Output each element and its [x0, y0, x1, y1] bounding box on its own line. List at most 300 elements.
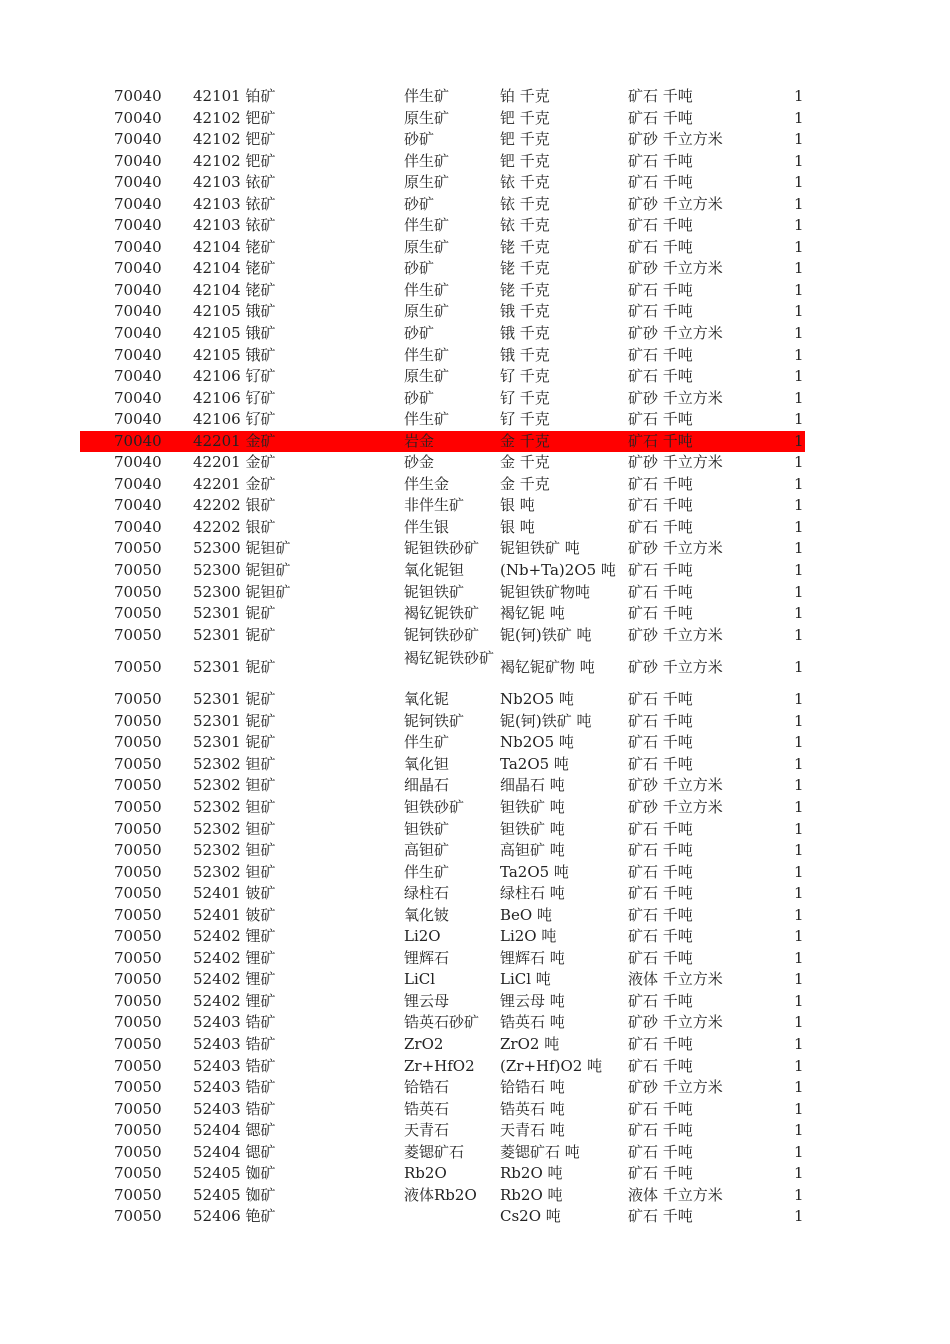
col-flag: 1	[794, 754, 804, 773]
col-flag: 1	[794, 496, 804, 515]
col-mineral: 42102 钯矿	[193, 130, 276, 149]
col-flag: 1	[794, 1078, 804, 1097]
col-flag: 1	[794, 108, 804, 127]
col-ore-type: 氧化铌钽	[404, 561, 465, 580]
col-unit-metal: 锂云母 吨	[500, 991, 565, 1010]
col-unit-metal: 铌钽铁矿物吨	[500, 582, 591, 601]
table-row[interactable]	[0, 1012, 950, 1034]
table-row[interactable]	[0, 689, 950, 711]
table-row[interactable]	[0, 129, 950, 151]
table-row[interactable]	[0, 1077, 950, 1099]
col-mineral: 52402 锂矿	[193, 927, 276, 946]
col-mineral: 42201 金矿	[193, 431, 276, 450]
col-category-code: 70050	[114, 604, 162, 623]
col-flag: 1	[794, 388, 804, 407]
col-category-code: 70050	[114, 561, 162, 580]
col-unit-metal: BeO 吨	[500, 905, 552, 924]
table-row[interactable]	[0, 301, 950, 323]
col-category-code: 70050	[114, 776, 162, 795]
col-ore-type: 伴生矿	[404, 280, 450, 299]
col-category-code: 70040	[114, 302, 162, 321]
col-unit-metal: 铱 千克	[500, 194, 550, 213]
col-category-code: 70050	[114, 1099, 162, 1118]
col-unit-metal: 锆英石 吨	[500, 1099, 565, 1118]
col-unit-metal: 铑 千克	[500, 259, 550, 278]
col-ore-type: 砂矿	[404, 130, 435, 149]
col-unit-metal: 铱 千克	[500, 173, 550, 192]
col-mineral: 52402 锂矿	[193, 991, 276, 1010]
col-ore-type: 绿柱石	[404, 884, 450, 903]
col-mineral: 42106 钌矿	[193, 388, 276, 407]
col-flag: 1	[794, 1121, 804, 1140]
col-ore-type: 原生矿	[404, 173, 450, 192]
table-row[interactable]	[0, 388, 950, 410]
col-ore-type: 砂金	[404, 453, 435, 472]
table-row[interactable]	[0, 108, 950, 130]
col-ore-type: 氧化铌	[404, 690, 450, 709]
col-flag: 1	[794, 410, 804, 429]
col-flag: 1	[794, 1056, 804, 1075]
col-unit-ore: 矿砂 千立方米	[628, 453, 723, 472]
table-row[interactable]	[0, 280, 950, 302]
col-unit-ore: 矿石 千吨	[628, 87, 693, 105]
table-row[interactable]	[0, 194, 950, 216]
col-unit-metal: 铑 千克	[500, 237, 550, 256]
col-mineral: 42105 锇矿	[193, 302, 276, 321]
col-ore-type: 氧化钽	[404, 754, 450, 773]
col-ore-type: 氧化铍	[404, 905, 450, 924]
col-unit-ore: 矿石 千吨	[628, 948, 693, 967]
col-unit-ore: 矿砂 千立方米	[628, 625, 723, 644]
col-unit-ore: 矿石 千吨	[628, 1142, 693, 1161]
col-flag: 1	[794, 1207, 804, 1226]
col-unit-ore: 矿砂 千立方米	[628, 194, 723, 213]
col-unit-ore: 矿石 千吨	[628, 173, 693, 192]
col-category-code: 70040	[114, 151, 162, 170]
col-ore-type: 伴生矿	[404, 87, 450, 105]
col-ore-type: 砂矿	[404, 259, 435, 278]
col-ore-type: 伴生矿	[404, 862, 450, 881]
col-category-code: 70040	[114, 87, 162, 105]
col-unit-ore: 矿砂 千立方米	[628, 324, 723, 343]
col-unit-metal: Rb2O 吨	[500, 1164, 563, 1183]
col-unit-metal: Nb2O5 吨	[500, 733, 574, 752]
col-category-code: 70040	[114, 517, 162, 536]
col-unit-ore: 矿石 千吨	[628, 884, 693, 903]
col-ore-type: 锂辉石	[404, 948, 450, 967]
col-unit-metal: (Nb+Ta)2O5 吨	[500, 561, 616, 580]
col-ore-type: 伴生银	[404, 517, 450, 536]
col-ore-type: 伴生矿	[404, 216, 450, 235]
col-flag: 1	[794, 517, 804, 536]
table-row[interactable]	[0, 172, 950, 194]
col-category-code: 70050	[114, 690, 162, 709]
col-unit-metal: 银 吨	[500, 517, 535, 536]
col-unit-metal: 金 千克	[500, 474, 550, 493]
col-flag: 1	[794, 970, 804, 989]
col-ore-type: 褐钇铌铁矿	[404, 604, 480, 623]
col-category-code: 70050	[114, 1142, 162, 1161]
col-unit-metal: 钌 千克	[500, 367, 550, 386]
col-unit-metal: 钯 千克	[500, 151, 550, 170]
table-row[interactable]	[0, 495, 950, 517]
col-ore-type: 锆英石	[404, 1099, 450, 1118]
col-mineral: 52302 钽矿	[193, 776, 276, 795]
col-category-code: 70050	[114, 819, 162, 838]
col-category-code: 70050	[114, 1207, 162, 1226]
col-mineral: 52406 铯矿	[193, 1207, 276, 1226]
table-row[interactable]	[0, 538, 950, 560]
col-flag: 1	[794, 905, 804, 924]
col-mineral: 42202 银矿	[193, 496, 276, 515]
col-unit-metal: 锇 千克	[500, 302, 550, 321]
col-category-code: 70040	[114, 173, 162, 192]
table-row[interactable]	[0, 775, 950, 797]
col-flag: 1	[794, 841, 804, 860]
col-flag: 1	[794, 1099, 804, 1118]
col-unit-metal: 天青石 吨	[500, 1121, 565, 1140]
col-mineral: 52401 铍矿	[193, 884, 276, 903]
col-ore-type: 原生矿	[404, 367, 450, 386]
col-unit-ore: 液体 千立方米	[628, 1185, 723, 1204]
col-ore-type: 原生矿	[404, 302, 450, 321]
col-unit-ore: 矿砂 千立方米	[628, 1013, 723, 1032]
col-category-code: 70050	[114, 991, 162, 1010]
table-row[interactable]	[0, 560, 950, 582]
col-unit-ore: 矿石 千吨	[628, 1121, 693, 1140]
table-row[interactable]	[0, 237, 950, 259]
col-unit-ore: 矿石 千吨	[628, 108, 693, 127]
col-unit-metal: 钽铁矿 吨	[500, 797, 565, 816]
col-unit-metal: 钯 千克	[500, 130, 550, 149]
col-mineral: 42202 银矿	[193, 517, 276, 536]
table-row[interactable]	[0, 1056, 950, 1078]
col-flag: 1	[794, 539, 804, 558]
col-ore-type: 钽铁矿	[404, 819, 450, 838]
col-unit-ore: 矿石 千吨	[628, 410, 693, 429]
col-unit-metal: 铌(钶)铁矿 吨	[500, 711, 592, 730]
col-flag: 1	[794, 259, 804, 278]
table-row[interactable]	[0, 862, 950, 884]
col-ore-type: 原生矿	[404, 237, 450, 256]
col-ore-type: 伴生金	[404, 474, 450, 493]
col-category-code: 70040	[114, 237, 162, 256]
spreadsheet-table	[0, 86, 950, 1228]
col-flag: 1	[794, 561, 804, 580]
col-flag: 1	[794, 927, 804, 946]
col-unit-ore: 矿石 千吨	[628, 474, 693, 493]
col-unit-metal: (Zr+Hf)O2 吨	[500, 1056, 603, 1075]
col-ore-type: 铌钽铁砂矿	[404, 539, 480, 558]
col-unit-metal: 金 千克	[500, 453, 550, 472]
col-ore-type: 褐钇铌铁砂矿	[404, 649, 495, 668]
col-unit-ore: 矿砂 千立方米	[628, 388, 723, 407]
col-ore-type: 锂云母	[404, 991, 450, 1010]
col-ore-type: LiCl	[404, 970, 436, 989]
table-row[interactable]	[0, 1206, 950, 1228]
col-category-code: 70050	[114, 884, 162, 903]
table-row[interactable]	[0, 1099, 950, 1121]
table-row[interactable]	[0, 711, 950, 733]
col-unit-ore: 矿石 千吨	[628, 754, 693, 773]
table-row[interactable]	[0, 883, 950, 905]
col-flag: 1	[794, 280, 804, 299]
col-unit-ore: 矿砂 千立方米	[628, 130, 723, 149]
col-unit-metal: Rb2O 吨	[500, 1185, 563, 1204]
table-row[interactable]	[0, 603, 950, 625]
col-mineral: 52300 铌钽矿	[193, 539, 291, 558]
col-unit-ore: 矿石 千吨	[628, 345, 693, 364]
col-category-code: 70050	[114, 970, 162, 989]
col-flag: 1	[794, 582, 804, 601]
col-unit-ore: 液体 千立方米	[628, 970, 723, 989]
col-flag: 1	[794, 819, 804, 838]
table-row[interactable]	[0, 797, 950, 819]
col-unit-ore: 矿石 千吨	[628, 431, 693, 450]
col-flag: 1	[794, 884, 804, 903]
col-category-code: 70040	[114, 130, 162, 149]
col-unit-ore: 矿石 千吨	[628, 237, 693, 256]
col-ore-type: 钽铁砂矿	[404, 797, 465, 816]
col-mineral: 52403 锆矿	[193, 1078, 276, 1097]
table-row[interactable]	[0, 1142, 950, 1164]
col-unit-ore: 矿石 千吨	[628, 216, 693, 235]
col-flag: 1	[794, 1013, 804, 1032]
col-flag: 1	[794, 1034, 804, 1053]
col-category-code: 70050	[114, 1034, 162, 1053]
col-unit-metal: 钯 千克	[500, 108, 550, 127]
col-mineral: 42102 钯矿	[193, 108, 276, 127]
table-row[interactable]	[0, 991, 950, 1013]
col-unit-metal: 钽铁矿 吨	[500, 819, 565, 838]
col-unit-ore: 矿砂 千立方米	[628, 1078, 723, 1097]
col-unit-metal: 铌钽铁矿 吨	[500, 539, 580, 558]
table-row[interactable]	[0, 86, 950, 108]
col-mineral: 52300 铌钽矿	[193, 582, 291, 601]
col-unit-ore: 矿砂 千立方米	[628, 797, 723, 816]
col-category-code: 70040	[114, 496, 162, 515]
col-mineral: 52302 钽矿	[193, 862, 276, 881]
table-row[interactable]	[0, 1034, 950, 1056]
col-flag: 1	[794, 194, 804, 213]
col-category-code: 70040	[114, 324, 162, 343]
col-unit-metal: 铂 千克	[500, 87, 550, 105]
table-row[interactable]	[0, 969, 950, 991]
col-mineral: 42105 锇矿	[193, 345, 276, 364]
col-category-code: 70040	[114, 474, 162, 493]
col-unit-metal: LiCl 吨	[500, 970, 551, 989]
col-flag: 1	[794, 776, 804, 795]
col-category-code: 70050	[114, 582, 162, 601]
col-category-code: 70050	[114, 1056, 162, 1075]
col-unit-ore: 矿石 千吨	[628, 1164, 693, 1183]
col-unit-ore: 矿石 千吨	[628, 1207, 693, 1226]
col-unit-metal: 褐钇铌 吨	[500, 604, 565, 623]
col-category-code: 70050	[114, 1013, 162, 1032]
col-category-code: 70050	[114, 733, 162, 752]
col-mineral: 52405 铷矿	[193, 1185, 276, 1204]
col-ore-type: 菱锶矿石	[404, 1142, 465, 1161]
col-flag: 1	[794, 87, 804, 105]
col-unit-ore: 矿砂 千立方米	[628, 776, 723, 795]
col-category-code: 70040	[114, 194, 162, 213]
col-ore-type: 高钽矿	[404, 841, 450, 860]
table-row[interactable]	[0, 517, 950, 539]
table-row[interactable]	[0, 366, 950, 388]
col-unit-ore: 矿石 千吨	[628, 582, 693, 601]
col-unit-ore: 矿石 千吨	[628, 905, 693, 924]
col-unit-ore: 矿石 千吨	[628, 862, 693, 881]
col-mineral: 42106 钌矿	[193, 410, 276, 429]
col-mineral: 52404 锶矿	[193, 1142, 276, 1161]
col-flag: 1	[794, 173, 804, 192]
col-ore-type: 铌钶铁矿	[404, 711, 465, 730]
highlighted-table-row[interactable]	[80, 431, 805, 453]
col-unit-ore: 矿石 千吨	[628, 711, 693, 730]
col-unit-metal: 铌(钶)铁矿 吨	[500, 625, 592, 644]
col-flag: 1	[794, 711, 804, 730]
col-ore-type: 伴生矿	[404, 151, 450, 170]
col-ore-type: 天青石	[404, 1121, 450, 1140]
col-flag: 1	[794, 862, 804, 881]
col-mineral: 52403 锆矿	[193, 1056, 276, 1075]
col-mineral: 52301 铌矿	[193, 658, 276, 677]
table-row[interactable]	[0, 948, 950, 970]
col-category-code: 70050	[114, 711, 162, 730]
col-flag: 1	[794, 302, 804, 321]
col-unit-metal: 银 吨	[500, 496, 535, 515]
col-unit-metal: 高钽矿 吨	[500, 841, 565, 860]
table-row[interactable]	[0, 215, 950, 237]
col-flag: 1	[794, 658, 804, 677]
table-row[interactable]	[0, 474, 950, 496]
col-mineral: 52302 钽矿	[193, 797, 276, 816]
col-ore-type: 铌钽铁矿	[404, 582, 465, 601]
col-category-code: 70050	[114, 1121, 162, 1140]
col-flag: 1	[794, 1185, 804, 1204]
table-row[interactable]	[0, 905, 950, 927]
table-row[interactable]	[0, 732, 950, 754]
col-flag: 1	[794, 324, 804, 343]
col-category-code: 70050	[114, 1164, 162, 1183]
col-mineral: 42201 金矿	[193, 453, 276, 472]
col-unit-ore: 矿石 千吨	[628, 280, 693, 299]
col-flag: 1	[794, 991, 804, 1010]
table-row[interactable]	[0, 819, 950, 841]
table-row[interactable]	[0, 754, 950, 776]
col-mineral: 52302 钽矿	[193, 841, 276, 860]
col-category-code: 70050	[114, 927, 162, 946]
col-unit-ore: 矿石 千吨	[628, 151, 693, 170]
col-unit-metal: 金 千克	[500, 431, 550, 450]
col-unit-metal: 绿柱石 吨	[500, 884, 565, 903]
col-flag: 1	[794, 797, 804, 816]
col-category-code: 70040	[114, 216, 162, 235]
col-flag: 1	[794, 431, 804, 450]
col-category-code: 70050	[114, 862, 162, 881]
table-row[interactable]	[0, 452, 950, 474]
col-unit-ore: 矿石 千吨	[628, 561, 693, 580]
col-unit-ore: 矿石 千吨	[628, 496, 693, 515]
col-unit-metal: 钌 千克	[500, 388, 550, 407]
col-ore-type: 原生矿	[404, 108, 450, 127]
col-unit-ore: 矿石 千吨	[628, 733, 693, 752]
col-mineral: 42104 铑矿	[193, 237, 276, 256]
table-row[interactable]	[0, 1185, 950, 1207]
col-mineral: 42101 铂矿	[193, 87, 276, 105]
col-ore-type: 锆英石砂矿	[404, 1013, 480, 1032]
col-unit-metal: 锇 千克	[500, 324, 550, 343]
col-unit-ore: 矿石 千吨	[628, 517, 693, 536]
col-category-code: 70040	[114, 388, 162, 407]
col-unit-metal: 褐钇铌矿物 吨	[500, 658, 595, 677]
col-unit-metal: 锇 千克	[500, 345, 550, 364]
table-row[interactable]	[0, 1120, 950, 1142]
col-flag: 1	[794, 733, 804, 752]
col-flag: 1	[794, 474, 804, 493]
col-category-code: 70050	[114, 658, 162, 677]
col-category-code: 70050	[114, 948, 162, 967]
col-unit-metal: 锆英石 吨	[500, 1013, 565, 1032]
table-row[interactable]	[0, 151, 950, 173]
col-unit-ore: 矿石 千吨	[628, 927, 693, 946]
col-ore-type: ZrO2	[404, 1034, 444, 1053]
col-category-code: 70050	[114, 797, 162, 816]
col-ore-type: 细晶石	[404, 776, 450, 795]
col-unit-metal: 细晶石 吨	[500, 776, 565, 795]
col-unit-metal: ZrO2 吨	[500, 1034, 560, 1053]
col-category-code: 70040	[114, 280, 162, 299]
col-unit-ore: 矿石 千吨	[628, 991, 693, 1010]
col-category-code: 70050	[114, 754, 162, 773]
col-category-code: 70050	[114, 539, 162, 558]
col-unit-metal: 铑 千克	[500, 280, 550, 299]
table-row[interactable]	[0, 646, 950, 689]
col-mineral: 52302 钽矿	[193, 754, 276, 773]
table-row[interactable]	[0, 323, 950, 345]
col-category-code: 70040	[114, 431, 162, 450]
col-unit-ore: 矿石 千吨	[628, 841, 693, 860]
table-row[interactable]	[0, 582, 950, 604]
table-row[interactable]	[0, 1163, 950, 1185]
table-row[interactable]	[0, 409, 950, 431]
col-ore-type: 砂矿	[404, 388, 435, 407]
col-flag: 1	[794, 130, 804, 149]
col-unit-metal: 锂辉石 吨	[500, 948, 565, 967]
col-unit-ore: 矿砂 千立方米	[628, 259, 723, 278]
table-row[interactable]	[0, 625, 950, 647]
table-row[interactable]	[0, 840, 950, 862]
col-category-code: 70050	[114, 1078, 162, 1097]
table-row[interactable]	[0, 258, 950, 280]
col-unit-metal: Li2O 吨	[500, 927, 557, 946]
col-unit-metal: 菱锶矿石 吨	[500, 1142, 580, 1161]
col-mineral: 52404 锶矿	[193, 1121, 276, 1140]
col-mineral: 52302 钽矿	[193, 819, 276, 838]
table-row[interactable]	[0, 926, 950, 948]
col-flag: 1	[794, 604, 804, 623]
col-mineral: 52301 铌矿	[193, 625, 276, 644]
col-unit-ore: 矿石 千吨	[628, 1056, 693, 1075]
col-flag: 1	[794, 625, 804, 644]
col-ore-type: Li2O	[404, 927, 441, 946]
col-unit-metal: Nb2O5 吨	[500, 690, 574, 709]
table-row[interactable]	[0, 345, 950, 367]
col-ore-type: 铌钶铁砂矿	[404, 625, 480, 644]
col-mineral: 42104 铑矿	[193, 280, 276, 299]
col-unit-ore: 矿砂 千立方米	[628, 539, 723, 558]
col-ore-type: 液体Rb2O	[404, 1185, 477, 1204]
